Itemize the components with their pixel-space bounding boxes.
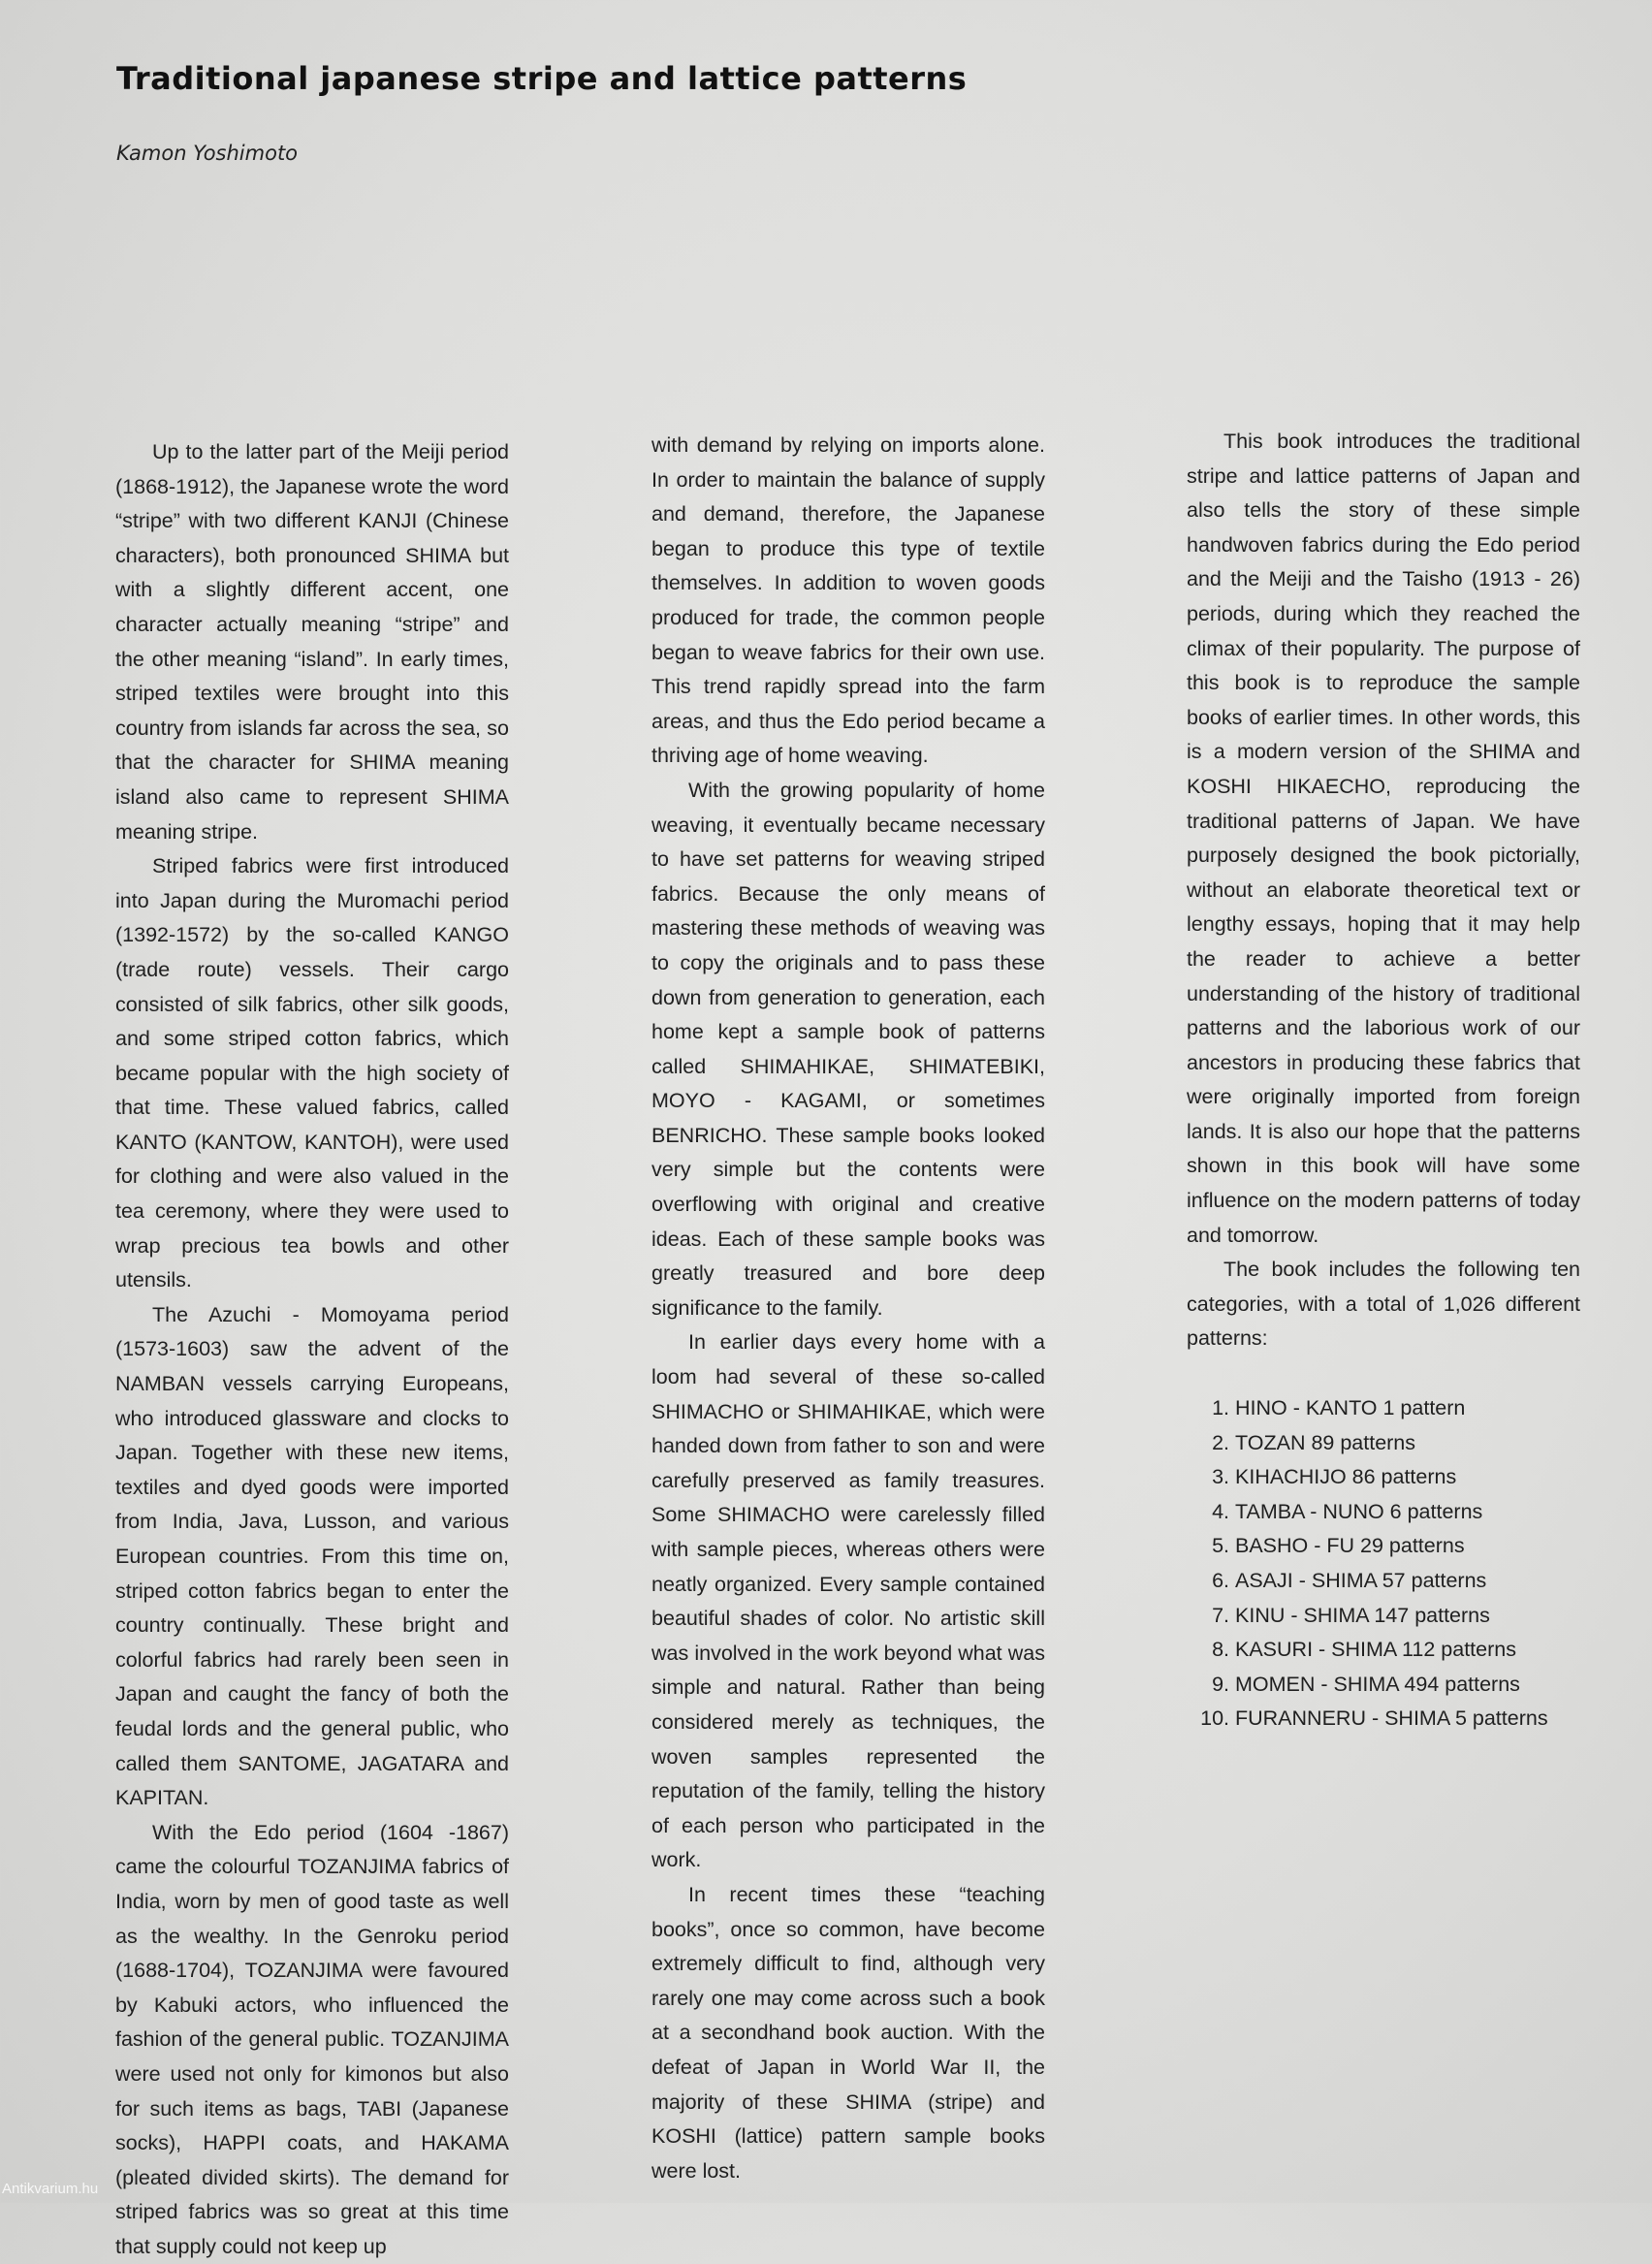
list-item-number: 9. (1212, 1672, 1229, 1696)
list-item-text: KINU - SHIMA 147 patterns (1235, 1603, 1490, 1627)
list-item-text: KASURI - SHIMA 112 patterns (1235, 1638, 1516, 1662)
category-list (1187, 1391, 1580, 1737)
text-column-2 (651, 429, 1045, 2188)
list-item-text: FURANNERU - SHIMA 5 patterns (1235, 1706, 1548, 1731)
paragraph: With the growing popularity of home weaving, it eventually became necessary to have set patterns for weaving striped fabrics. Because the only means of mastering these methods of weaving was to copy the originals and to pass these down from generation to generation, each home kept a sample book of patterns called SHIMAHIKAE, SHIMATEBIKI, MOYO - KAGAMI, or sometimes BENRICHO. These sample books looked very simple but the contents were overflowing with original and creative ideas. Each of these sample books was greatly treasured and bore deep significance to the family. (651, 778, 1045, 1320)
list-item-number: 4. (1212, 1499, 1229, 1523)
paragraph: This book introduces the traditional stripe and lattice patterns of Japan and also tells the story of these simple handwoven fabrics during the Edo period and the Meiji and the Taisho (1913 - 26) periods, during which they reached the climax of their popularity. The purpose of this book is to reproduce the sample books of earlier times. In other words, this is a modern version of the SHIMA and KOSHI HIKAECHO, reproducing the traditional patterns of Japan. We have purposely designed the book pictorially, without an elaborate theoretical text or lengthy essays, hoping that it may help the reader to achieve a better understanding of the history of traditional patterns and the laborious work of our ancestors in producing these fabrics that were originally imported from foreign lands. It is also our hope that the patterns shown in this book will have some influence on the modern patterns of today and tomorrow. (1187, 430, 1580, 1247)
author-byline: Kamon Yoshimoto (116, 142, 299, 165)
list-item (1187, 1529, 1580, 1564)
text-column-1 (115, 435, 509, 2264)
list-item-text: ASAJI - SHIMA 57 patterns (1235, 1569, 1487, 1592)
list-item-text: TOZAN 89 patterns (1235, 1430, 1416, 1454)
list-item (1187, 1633, 1580, 1668)
text-column-3 (1187, 425, 1580, 1737)
watermark: Antikvarium.hu (2, 2181, 99, 2197)
list-item-text: BASHO - FU 29 patterns (1235, 1534, 1465, 1558)
page-title: Traditional japanese stripe and lattice patterns (116, 60, 968, 97)
list-item-number: 3. (1212, 1465, 1229, 1489)
list-item-number: 7. (1212, 1603, 1229, 1627)
paragraph: Striped fabrics were first introduced into Japan during the Muromachi period (1392-1572) by the so-called KANGO (trade route) vessels. Their cargo consisted of silk fabrics, other silk goods, and some striped cotton fabrics, which became popular with the high society of that time. These valued fabrics, called KANTO (KANTOW, KANTOH), were used for clothing and were also valued in the tea ceremony, where they were used to wrap precious tea bowls and other utensils. (115, 854, 509, 1292)
list-item-number: 8. (1212, 1638, 1229, 1662)
list-item-number: 5. (1212, 1534, 1229, 1558)
list-item-number: 2. (1212, 1430, 1229, 1454)
paragraph: Up to the latter part of the Meiji period (1868-1912), the Japanese wrote the word “stripe” with two different KANJI (Chinese characters), both pronounced SHIMA but with a slightly different accent, one character actually meaning “stripe” and the other meaning “island”. In early times, striped textiles were brought into this country from islands far across the sea, so that the character for SHIMA meaning island also came to represent SHIMA meaning stripe. (115, 440, 509, 844)
list-item (1187, 1599, 1580, 1634)
list-item (1187, 1668, 1580, 1703)
list-item-text: TAMBA - NUNO 6 patterns (1235, 1499, 1483, 1523)
list-item (1187, 1391, 1580, 1426)
paragraph: The Azuchi - Momoyama period (1573-1603) saw the advent of the NAMBAN vessels carrying Europeans, who introduced glassware and clocks to Japan. Together with these new items, textiles and dyed goods were imported from India, Java, Lusson, and various European countries. From this time on, striped cotton fabrics began to enter the country continually. These bright and colorful fabrics had rarely been seen in Japan and caught the fancy of both the feudal lords and the general public, who called them SANTOME, JAGATARA and KAPITAN. (115, 1302, 509, 1810)
list-item (1187, 1702, 1580, 1737)
paragraph: In earlier days every home with a loom had several of these so-called SHIMACHO or SHIMAHIKAE, which were handed down from father to son and were carefully preserved as family treasures. Some SHIMACHO were carelessly filled with sample pieces, whereas others were neatly organized. Every sample contained beautiful shades of color. No artistic skill was involved in the work beyond what was simple and natural. Rather than being considered merely as techniques, the woven samples represented the reputation of the family, telling the history of each person who participated in the work. (651, 1330, 1045, 1872)
list-item (1187, 1564, 1580, 1599)
list-item (1187, 1460, 1580, 1495)
paragraph: With the Edo period (1604 -1867) came the colourful TOZANJIMA fabrics of India, worn by men of good taste as well as the wealthy. In the Genroku period (1688-1704), TOZANJIMA were favoured by Kabuki actors, who influenced the fashion of the general public. TOZANJIMA were used not only for kimonos but also for such items as bags, TABI (Japanese socks), HAPPI coats, and HAKAMA (pleated divided skirts). The demand for striped fabrics was so great at this time that supply could not keep up (115, 1820, 509, 2258)
list-item-text: HINO - KANTO 1 pattern (1235, 1396, 1466, 1420)
list-item-number: 1. (1212, 1396, 1229, 1420)
list-item-number: 6. (1212, 1569, 1229, 1592)
list-item-text: KIHACHIJO 86 patterns (1235, 1465, 1457, 1489)
paragraph: with demand by relying on imports alone. In order to maintain the balance of supply and demand, therefore, the Japanese began to produce this type of textile themselves. In addition to woven goods produced for trade, the common people began to weave fabrics for their own use. This trend rapidly spread into the farm areas, and thus the Edo period became a thriving age of home weaving. (651, 433, 1045, 768)
list-item (1187, 1495, 1580, 1530)
list-item-text: MOMEN - SHIMA 494 patterns (1235, 1672, 1520, 1696)
paragraph: In recent times these “teaching books”, once so common, have become extremely difficult to find, although very rarely one may come across such a book at a secondhand book auction. With the defeat of Japan in World War II, the majority of these SHIMA (stripe) and KOSHI (lattice) pattern sample books were lost. (651, 1882, 1045, 2183)
list-item (1187, 1426, 1580, 1461)
paragraph: The book includes the following ten categories, with a total of 1,026 different patterns: (1187, 1258, 1580, 1351)
list-item-number: 10. (1200, 1706, 1229, 1731)
